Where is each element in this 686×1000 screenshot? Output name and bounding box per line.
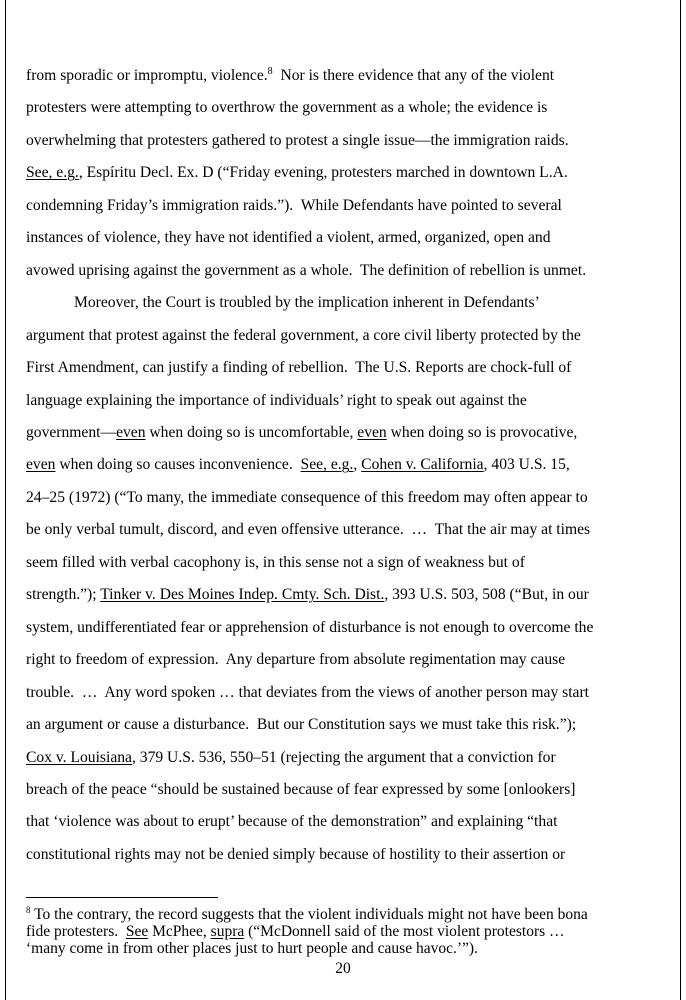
footnote-number: 8	[26, 904, 31, 915]
paragraph-2	[26, 287, 668, 871]
case-name-cohen: Cohen v. California	[361, 456, 484, 474]
text-line: from sporadic or impromptu, violence.$^8$ Nor is there evidence that any of the violent	[26, 65, 555, 84]
paragraph-1	[26, 60, 668, 287]
text-line: government—even when doing so is uncomfortable, even when doing so is provocative,	[26, 423, 578, 441]
footnote-line: ‘many come in from other places just to hurt people and cause havoc.’”).	[26, 940, 478, 957]
body-text	[26, 60, 668, 871]
footnote-line: $^8$ To the contrary, the record suggests that the violent individuals might not have been bona	[26, 904, 588, 923]
signal-see-eg: See, e.g.	[26, 164, 79, 182]
text-line: trouble. … Any word spoken … that deviates from the views of another person may start	[26, 683, 589, 701]
footnote-line: fide protesters. See McPhee, supra (“McDonnell said of the most violent protestors …	[26, 923, 565, 940]
text-line: avowed uprising against the government as a whole. The definition of rebellion is unmet.	[26, 261, 587, 279]
text-line: strength.”); Tinker v. Des Moines Indep. Cmty. Sch. Dist., 393 U.S. 503, 508 (“But, in our	[26, 586, 589, 604]
text-line: condemning Friday’s immigration raids.”). While Defendants have pointed to several	[26, 196, 562, 214]
text-line: First Amendment, can justify a finding of rebellion. The U.S. Reports are chock-full of	[26, 359, 572, 377]
text-line: instances of violence, they have not identified a violent, armed, organized, open and	[26, 229, 551, 247]
case-name-tinker: Tinker v. Des Moines Indep. Cmty. Sch. Dist.	[100, 586, 385, 604]
text-line: See, e.g., Espíritu Decl. Ex. D (“Friday evening, protesters marched in downtown L.A.	[26, 164, 568, 182]
emphasis-even: even	[357, 423, 387, 441]
text-line: right to freedom of expression. Any departure from absolute regimentation may cause	[26, 651, 566, 669]
text-line: seem filled with verbal cacophony is, in this sense not a sign of weakness but of	[26, 553, 525, 571]
text-line: overwhelming that protesters gathered to protest a single issue—the immigration raids.	[26, 131, 569, 149]
signal-supra: supra	[210, 923, 245, 940]
footnote-reference[interactable]: 8	[267, 65, 273, 77]
emphasis-even: even	[116, 423, 146, 441]
footnote-8	[26, 906, 666, 957]
footnote-separator	[26, 897, 218, 898]
case-name-cox: Cox v. Louisiana	[26, 748, 132, 766]
text-line: an argument or cause a disturbance. But our Constitution says we must take this risk.”);	[26, 716, 577, 734]
text-line: protesters were attempting to overthrow the government as a whole; the evidence is	[26, 99, 548, 117]
text-line: that ‘violence was about to erupt’ because of the demonstration” and explaining “that	[26, 813, 558, 831]
text-line: even when doing so causes inconvenience. See, e.g., Cohen v. California, 403 U.S. 15,	[26, 456, 570, 474]
signal-see-eg: See, e.g.	[300, 456, 354, 474]
text-line: argument that protest against the federal government, a core civil liberty protected by the	[26, 326, 581, 344]
signal-see: See	[125, 923, 149, 940]
text-line: Cox v. Louisiana, 379 U.S. 536, 550–51 (rejecting the argument that a conviction for	[26, 748, 556, 766]
page-number: 20	[335, 960, 351, 977]
text-line: system, undifferentiated fear or apprehension of disturbance is not enough to overcome the	[26, 618, 594, 636]
text-line: Moreover, the Court is troubled by the implication inherent in Defendants’	[74, 294, 540, 312]
text-line: language explaining the importance of individuals’ right to speak out against the	[26, 391, 527, 409]
right-margin-rule	[680, 0, 681, 1000]
text-line: 24–25 (1972) (“To many, the immediate consequence of this freedom may often appear to	[26, 488, 588, 506]
text-line: breach of the peace “should be sustained because of fear expressed by some [onlookers]	[26, 780, 576, 798]
text-line: be only verbal tumult, discord, and even offensive utterance. … That the air may at times	[26, 521, 591, 539]
left-margin-rule	[5, 0, 6, 1000]
emphasis-even: even	[26, 456, 56, 474]
text-line: constitutional rights may not be denied simply because of hostility to their assertion or	[26, 845, 566, 863]
